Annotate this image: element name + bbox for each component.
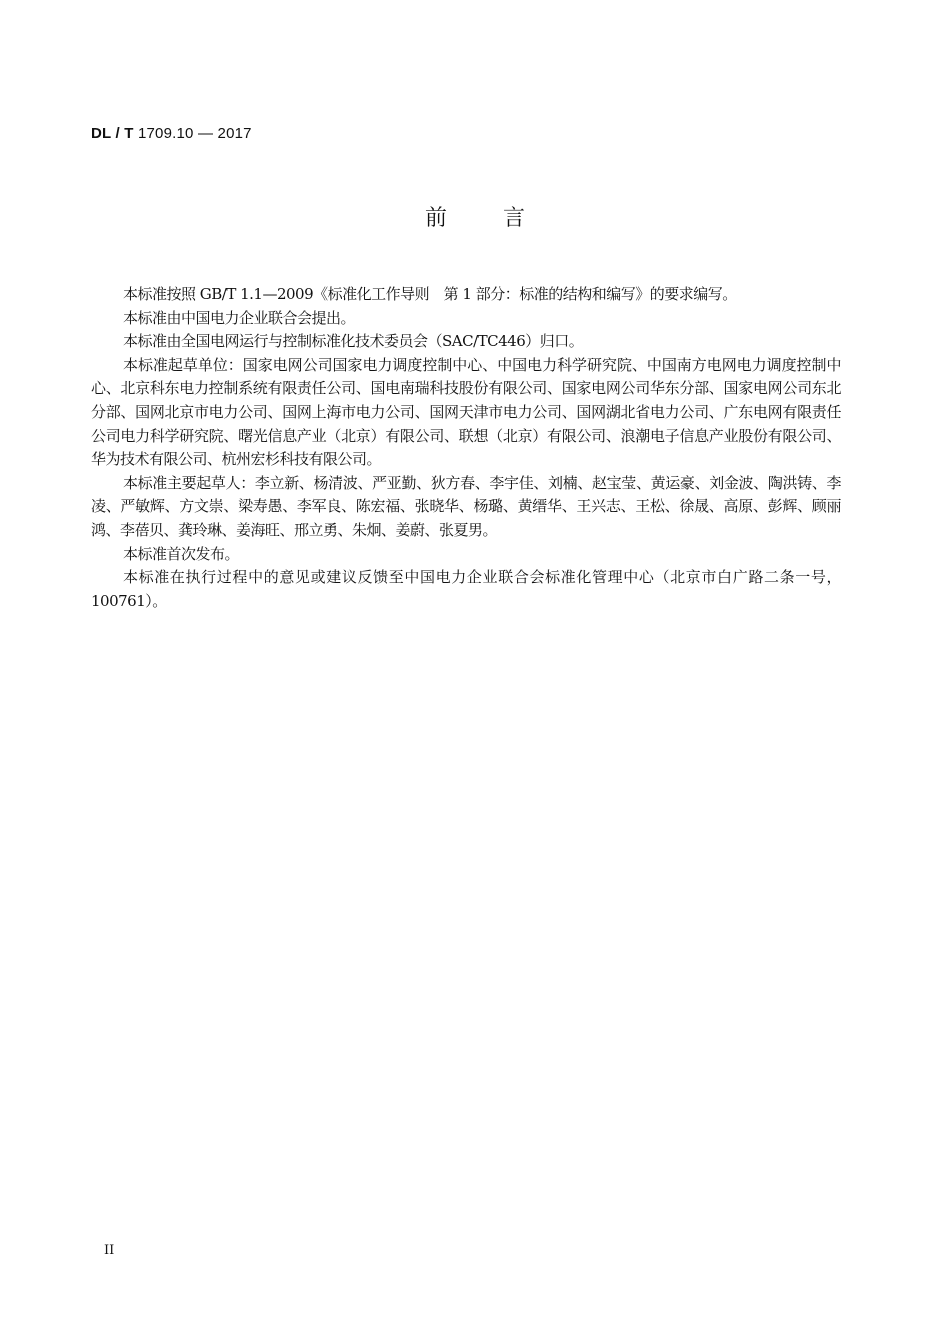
section-title-char-1: 前 [424,206,447,231]
paragraph-drafting-units: 本标准起草单位：国家电网公司国家电力调度控制中心、中国电力科学研究院、中国南方电网电力调度控制中心、北京科东电力控制系统有限责任公司、国电南瑞科技股份有限公司、国家电网公司华东分部、国家电网公司东北分部、国网北京市电力公司、国网上海市电力公司、国网天津市电力公司、国网湖北省电力公司、广东电网有限责任公司电力科学研究院、曙光信息产业（北京）有限公司、联想（北京）有限公司、浪潮电子信息产业股份有限公司、华为技术有限公司、杭州宏杉科技有限公司。 [91,355,841,469]
paragraph-feedback: 本标准在执行过程中的意见或建议反馈至中国电力企业联合会标准化管理中心（北京市白广路二条一号，100761）。 [91,568,841,610]
paragraph-main-drafters: 本标准主要起草人：李立新、杨清波、严亚勤、狄方春、李宇佳、刘楠、赵宝莹、黄运豪、刘金波、陶洪铸、李凌、严敏辉、方文崇、梁寿愚、李军良、陈宏福、张晓华、杨璐、黄缙华、王兴志、王松、徐晟、高原、彭辉、顾丽鸿、李蓓贝、龚玲琳、姜海旺、邢立勇、朱炯、姜蔚、张夏男。 [91,473,841,539]
document-code-number: 1709.10 — 2017 [137,125,252,142]
section-title [0,203,950,235]
paragraph-committee: 本标准由全国电网运行与控制标准化技术委员会（SAC/TC446）归口。 [123,332,584,351]
foreword-body [91,283,841,613]
page-number: II [104,1243,115,1258]
paragraph-first-release: 本标准首次发布。 [123,544,240,563]
document-code-prefix: DL / T [91,125,134,142]
document-code [91,124,252,144]
paragraph-proposer: 本标准由中国电力企业联合会提出。 [123,308,356,327]
section-title-char-2: 言 [503,206,526,231]
paragraph-drafting-rules: 本标准按照 GB/T 1.1—2009《标准化工作导则 第 1 部分：标准的结构和编写》的要求编写。 [123,285,737,303]
